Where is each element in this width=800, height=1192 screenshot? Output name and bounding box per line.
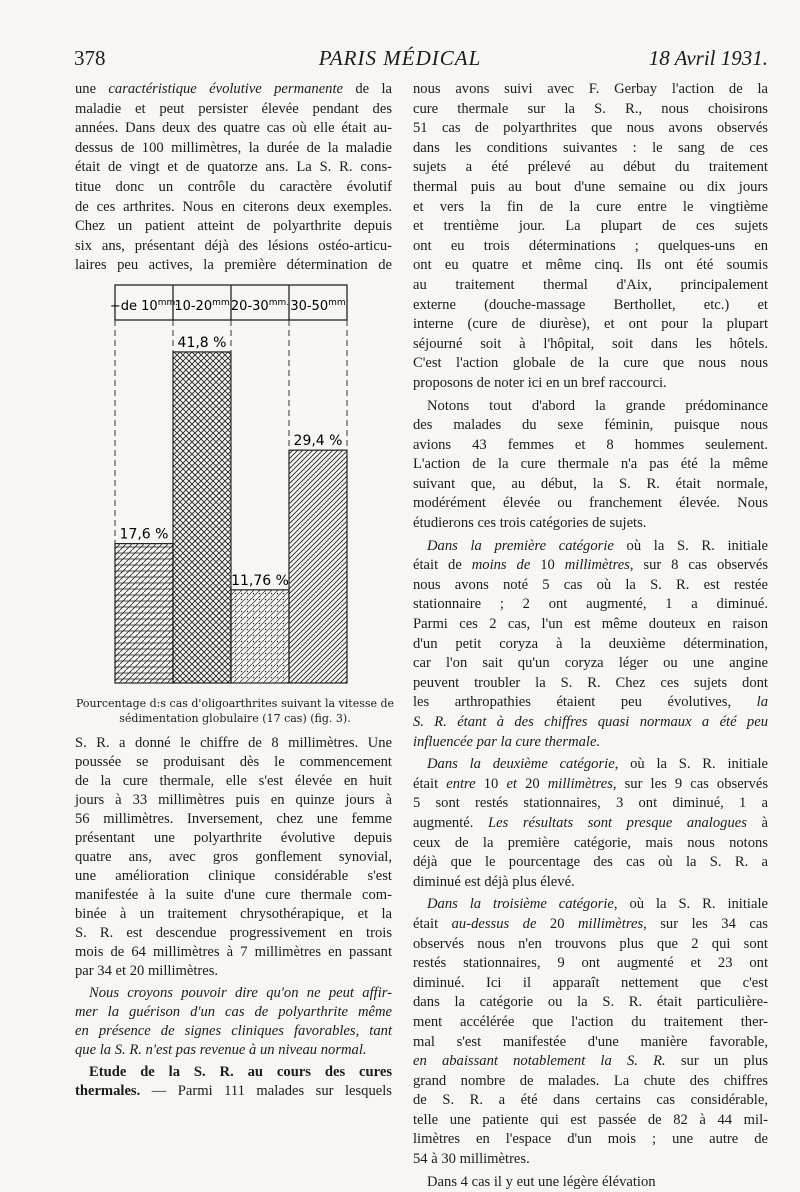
text: mois de 64 millimètres à 7 millimètres en passant xyxy=(75,944,392,960)
category-label xyxy=(231,298,289,314)
text: jours à 33 millimètres puis en quinze jours à xyxy=(75,792,392,808)
category-range: 10-20 xyxy=(174,299,213,314)
text-line xyxy=(75,772,392,791)
text: années. Dans deux des quatre cas où elle était au- xyxy=(75,120,392,137)
text: augmenté. xyxy=(413,814,488,831)
text-line xyxy=(75,886,392,905)
text: dessus de 100 millimètres, la durée de la maladie xyxy=(75,139,392,156)
category-unit: mm xyxy=(212,298,230,308)
text: thermal puis au bout d'une semaine ou dix jours xyxy=(413,178,768,195)
text-line xyxy=(413,915,768,935)
text: une xyxy=(75,81,109,97)
text-line xyxy=(413,276,768,296)
text-line xyxy=(413,436,768,456)
italic-text: millimètres xyxy=(547,775,613,792)
text-line xyxy=(413,775,768,795)
text-line xyxy=(413,139,768,159)
text-line xyxy=(413,1173,768,1192)
text: S. R. a donné le chiffre de 8 millimètres. Une xyxy=(75,735,392,751)
italic-text: Dans la deuxième catégorie xyxy=(427,756,615,773)
text: 5 sont restés stationnaires, 3 ont diminué, 1 a xyxy=(413,795,768,812)
text: diminué. Ici il apparaît nettement que c'est xyxy=(413,974,768,991)
category-unit: mm. xyxy=(268,298,290,308)
value-label: 11,76 % xyxy=(231,572,289,589)
bar-chart xyxy=(108,280,358,690)
text-line xyxy=(413,119,768,139)
text: présentant une polyarthrite évolutive depuis xyxy=(75,830,392,846)
text-line xyxy=(75,810,392,829)
text: modérément élevée ou franchement élevée. Nous xyxy=(413,495,768,512)
text-line xyxy=(413,237,768,257)
text-line xyxy=(413,873,768,893)
text-line xyxy=(413,693,768,713)
text: , où la S. R. initiale xyxy=(614,756,768,773)
italic-text: au-dessus de xyxy=(451,915,537,932)
text-line xyxy=(413,315,768,335)
bar-−de 10 xyxy=(115,544,173,683)
text-line xyxy=(75,178,392,198)
text: six ans, présentant déjà des lésions ostéo-articu- xyxy=(75,237,392,254)
text-line xyxy=(413,954,768,974)
text: déjà que le pourcentage des cas où la S. R. a xyxy=(413,854,768,871)
text: C'est l'action globale de la cure que nous nous xyxy=(413,355,768,372)
text: et vers la fin de la cure entre le vingtième xyxy=(413,198,768,215)
text-line xyxy=(75,237,392,257)
text-line xyxy=(413,853,768,873)
text: était xyxy=(413,915,452,932)
bar-20-30 xyxy=(231,590,289,683)
text: suivant que, au début, la S. R. était normale, xyxy=(413,475,768,492)
italic-text: S. R. étant à des chiffres quasi normaux a été peu xyxy=(413,714,768,730)
italic-text: influencée par la cure thermale. xyxy=(413,733,601,750)
text: nous avons suivi avec F. Gerbay l'action de la xyxy=(413,81,768,97)
text: ont eu trois déterminations ; quelques-uns en xyxy=(413,237,768,254)
text-line xyxy=(413,1091,768,1111)
text-line xyxy=(413,374,768,394)
text-line xyxy=(413,1013,768,1033)
text: sujets a été prélevé au début du traitement xyxy=(413,159,768,176)
page-number: 378 xyxy=(74,46,106,70)
text-line xyxy=(413,993,768,1013)
figure-caption-line-1: Pourcentage d:s cas d'oligoarthrites suivant la vitesse de xyxy=(75,697,395,710)
text-line xyxy=(75,158,392,178)
text: où la S. R. initiale xyxy=(613,537,768,554)
italic-text: mer la guérison d'un cas de polyarthrite même xyxy=(75,1004,392,1020)
text: maladie et peut persister élevée pendant des xyxy=(75,100,392,117)
text-line xyxy=(413,895,768,915)
text-line xyxy=(413,974,768,994)
text-line xyxy=(75,791,392,810)
category-range: 20-30 xyxy=(230,299,269,314)
text: dans les conditions suivantes : le sang de ces xyxy=(413,139,768,156)
text-line xyxy=(413,814,768,834)
italic-text: et xyxy=(506,775,517,792)
text: , où la S. R. initiale xyxy=(613,896,768,913)
text: 20 xyxy=(516,775,548,792)
left-column-top-text xyxy=(75,80,392,276)
text-line xyxy=(75,962,392,981)
text: ont eu quatre et même cinq. Ils ont été soumis xyxy=(413,257,768,274)
italic-text: millimètres xyxy=(564,557,630,574)
italic-text: la xyxy=(756,694,768,711)
text-line xyxy=(75,905,392,924)
text-line xyxy=(413,537,768,557)
text-line xyxy=(413,1111,768,1131)
text-line xyxy=(75,943,392,962)
text-line xyxy=(413,713,768,733)
text: limètres en l'espace d'un mois ; une autre de xyxy=(413,1131,768,1148)
text: ceux de la première catégorie, mais nous notons xyxy=(413,834,768,851)
text: stationnaire ; 2 ont augmenté, 1 a diminué. xyxy=(413,596,768,613)
text: interne (cure de diurèse), et ont pour la plupart xyxy=(413,316,768,333)
category-unit: mm xyxy=(328,298,346,308)
text: grand nombre de malades. La chute des chiffres xyxy=(413,1072,768,1089)
text-line xyxy=(413,755,768,775)
text-line xyxy=(413,1130,768,1150)
text-line xyxy=(413,935,768,955)
text: peuvent troubler la S. R. Chez ces sujets dont xyxy=(413,674,768,691)
journal-title: PARIS MÉDICAL xyxy=(318,46,482,70)
category-unit: mm. xyxy=(157,298,179,308)
text: L'action de la cure thermale n'a pas été la même xyxy=(413,456,768,473)
text-line xyxy=(413,217,768,237)
text-line xyxy=(413,635,768,655)
text: à xyxy=(746,814,768,831)
text: des malades du sexe féminin, puisque nous xyxy=(413,417,768,434)
text: par 34 et 20 millimètres. xyxy=(75,963,219,979)
bar-30-50 xyxy=(289,450,347,683)
text-line xyxy=(75,1041,392,1060)
text-line xyxy=(75,198,392,218)
text-line xyxy=(75,753,392,772)
text-line xyxy=(75,217,392,237)
text-line xyxy=(413,158,768,178)
text-line xyxy=(75,1082,392,1101)
value-label: 29,4 % xyxy=(293,433,343,450)
category-label xyxy=(290,298,345,314)
italic-text: Dans la première catégorie xyxy=(427,537,614,554)
text: car l'on sait qu'un coryza léger ou une angine xyxy=(413,655,768,672)
text: était xyxy=(413,775,447,792)
text: de ces arthrites. Nous en citerons deux exemples. xyxy=(75,198,392,215)
text: binée à un traitement chrysothérapique, et la xyxy=(75,906,392,922)
text: au traitement thermal d'Aix, principalement xyxy=(413,276,768,293)
text: S. R. est descendue progressivement en trois xyxy=(75,925,392,941)
text: telle une patiente qui est passée de 82 à 44 mil- xyxy=(413,1111,768,1128)
text-line xyxy=(413,416,768,436)
text-line xyxy=(413,834,768,854)
text-line xyxy=(413,1072,768,1092)
text: 56 millimètres. Inversement, chez une femme xyxy=(75,811,392,827)
text: 51 cas de polyarthrites que nous avons observés xyxy=(413,120,768,137)
text-line xyxy=(413,494,768,514)
text-line xyxy=(413,475,768,495)
category-label xyxy=(174,298,229,314)
text: 10 xyxy=(475,775,507,792)
text-line xyxy=(413,198,768,218)
text: 54 à 30 millimètres. xyxy=(413,1151,530,1168)
text: mal s'est manifestée d'une manière favorable, xyxy=(413,1033,768,1050)
bold-text: Etude de la S. R. au cours des cures xyxy=(89,1064,392,1080)
text-line xyxy=(413,1052,768,1072)
text: titue donc un contrôle du caractère évolutif xyxy=(75,178,392,195)
text: de la xyxy=(343,81,392,97)
italic-text: moins de xyxy=(471,557,531,574)
italic-text: en présence de signes cliniques favorables, tant xyxy=(75,1023,392,1039)
text-line xyxy=(413,100,768,120)
text: laires peu actives, la première détermination de xyxy=(75,257,392,274)
text: d'un petit coryza à la deuxième détermination, xyxy=(413,635,768,652)
text-line xyxy=(413,256,768,276)
italic-text: Dans la troisième catégorie xyxy=(427,896,614,913)
text: restés stationnaires, 9 ont augmenté et 23 ont xyxy=(413,955,768,972)
text-line xyxy=(75,734,392,753)
text: 20 xyxy=(536,915,578,932)
value-label: 17,6 % xyxy=(119,526,169,543)
text: avions 43 femmes et 8 hommes seulement. xyxy=(413,436,768,453)
text: Parmi ces 2 cas, l'un est même douteux en raison xyxy=(413,616,768,633)
text: Notons tout d'abord la grande prédominance xyxy=(427,397,768,414)
text: quatre ans, avec gros gonflement synovial, xyxy=(75,849,392,865)
text-line xyxy=(413,556,768,576)
text: Chez un patient atteint de polyarthrite depuis xyxy=(75,218,392,235)
text: de la cure thermale, elle s'est élevée en huit xyxy=(75,773,392,789)
text: de S. R. a été dans certains cas considérable, xyxy=(413,1092,768,1109)
text: Dans 4 cas il y eut une légère élévation xyxy=(427,1173,656,1190)
text-line xyxy=(413,1150,768,1170)
bar-10-20 xyxy=(173,352,231,683)
text: poussée se produisant dès le commencement xyxy=(75,754,392,770)
text-line xyxy=(413,794,768,814)
text: était de vingt et de quatorze ans. La S. R. cons- xyxy=(75,159,392,176)
text-line xyxy=(75,1022,392,1041)
italic-text: Nous croyons pouvoir dire qu'on ne peut affir- xyxy=(89,985,392,1001)
text: dans la catégorie ou la S. R. était particulière- xyxy=(413,994,768,1011)
text: 10 xyxy=(530,557,565,574)
text-line xyxy=(75,100,392,120)
text: observés nous n'en trouvons plus que 2 qui sont xyxy=(413,935,768,952)
text: nous avons noté 5 cas où la S. R. est restée xyxy=(413,576,768,593)
text-line xyxy=(75,119,392,139)
text: proposons de noter ici en un bref raccourci. xyxy=(413,374,667,391)
text-line xyxy=(75,1003,392,1022)
text-line xyxy=(413,455,768,475)
text: les arthropathies étaient peu évolutives, xyxy=(413,694,757,711)
text-line xyxy=(75,867,392,886)
text-line xyxy=(413,576,768,596)
text-line xyxy=(75,829,392,848)
text-line xyxy=(413,595,768,615)
text-line xyxy=(413,354,768,374)
value-label: 41,8 % xyxy=(177,334,227,351)
text: cure thermale sur la S. R., nous choisirons xyxy=(413,100,768,117)
text-line xyxy=(75,256,392,276)
text-line xyxy=(413,178,768,198)
text: séjourné soit à l'hôpital, soit dans les hôtels. xyxy=(413,335,768,352)
text: diminué est déjà plus élevé. xyxy=(413,873,575,890)
text-line xyxy=(75,924,392,943)
text: externe (douche-massage Berthollet, etc.) et xyxy=(413,296,768,313)
text-line xyxy=(413,615,768,635)
issue-date: 18 Avril 1931. xyxy=(648,46,768,70)
left-column-bottom-text xyxy=(75,734,392,1101)
text: ment accélérée que l'action du traitement ther- xyxy=(413,1013,768,1030)
category-range: 30-50 xyxy=(290,299,329,314)
bold-text: thermales. xyxy=(75,1083,141,1099)
italic-text: millimètres xyxy=(578,915,644,932)
text-line xyxy=(413,80,768,100)
text-line xyxy=(413,296,768,316)
text: , sur 8 cas observés xyxy=(629,557,769,574)
text-line xyxy=(75,139,392,159)
italic-text: caractéristique évolutive permanente xyxy=(108,81,344,97)
italic-text: Les résultats sont presque analogues xyxy=(487,814,747,831)
text-line xyxy=(413,514,768,534)
category-label xyxy=(110,298,178,314)
text-line xyxy=(413,733,768,753)
text-line xyxy=(75,80,392,100)
text: étudierons ces trois catégories de sujets. xyxy=(413,515,647,532)
category-range: −de 10 xyxy=(109,299,158,314)
text: manifestée à la suite d'une cure thermale com- xyxy=(75,887,392,903)
text-line xyxy=(75,1063,392,1082)
text: et trentième jour. La plupart de ces sujets xyxy=(413,218,768,235)
italic-text: entre xyxy=(446,775,476,792)
italic-text: que la S. R. n'est pas revenue à un niveau normal. xyxy=(75,1042,367,1058)
text-line xyxy=(413,1033,768,1053)
text: , sur les 9 cas observés xyxy=(612,775,768,792)
text-line xyxy=(413,397,768,417)
figure-caption-line-2: sédimentation globulaire (17 cas) (fig. 3). xyxy=(119,712,351,725)
text-line xyxy=(413,654,768,674)
text-line xyxy=(413,674,768,694)
text-line xyxy=(75,848,392,867)
text-line xyxy=(413,335,768,355)
text: était de xyxy=(413,557,472,574)
italic-text: en abaissant notablement la S. R. xyxy=(413,1053,666,1070)
text: une amélioration clinique considérable s'est xyxy=(75,868,392,884)
text: , sur les 34 cas xyxy=(643,915,768,932)
text-line xyxy=(75,984,392,1003)
text: — Parmi 111 malades sur lesquels xyxy=(140,1083,392,1099)
right-column-text xyxy=(413,80,768,1192)
text: sur un plus xyxy=(665,1053,768,1070)
